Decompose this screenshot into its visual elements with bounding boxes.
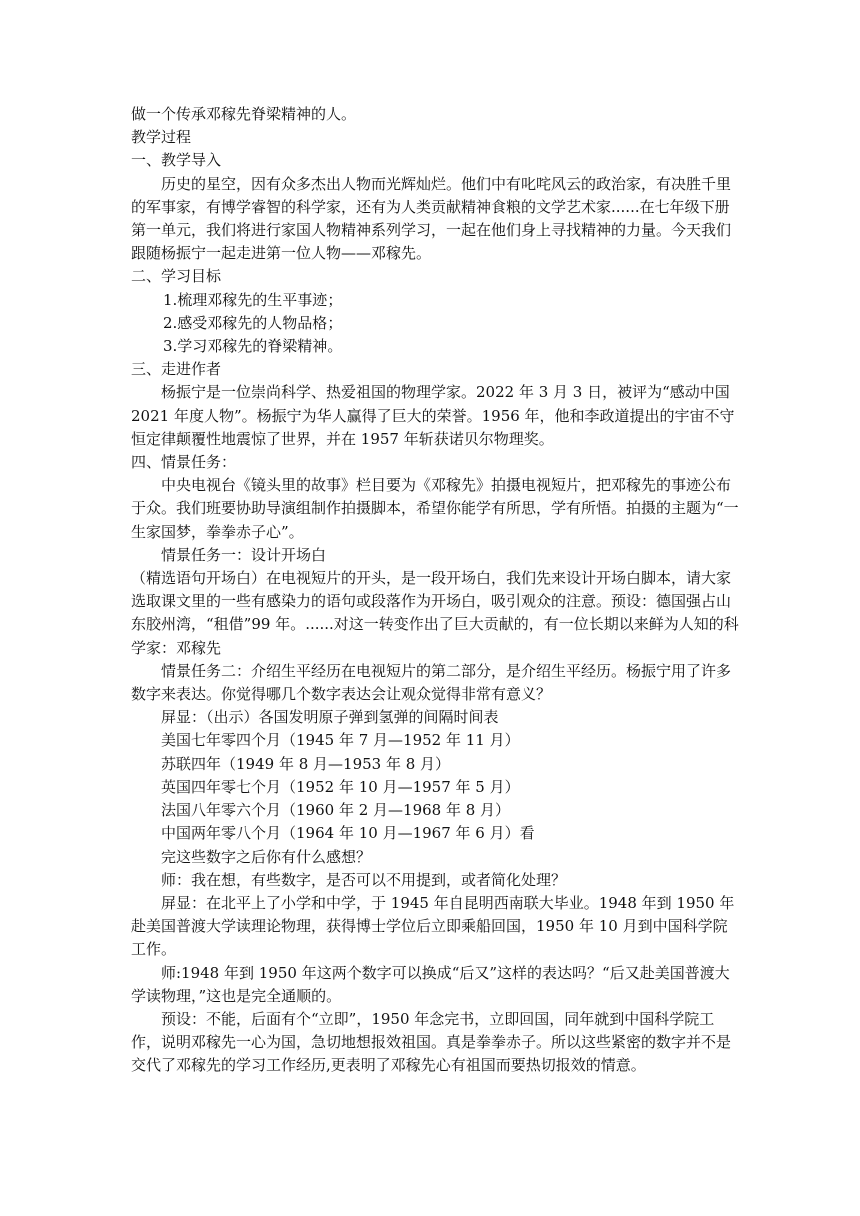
paragraph: 杨振宁是一位崇尚科学、热爱祖国的物理学家。2022 年 3 月 3 日，被评为“感动中国 2021 年度人物”。杨振宁为华人赢得了巨大的荣誉。1956 年，他和李政道提出的宇宙不守恒定律颠覆性地震惊了世界，并在 1957 年斩获诺贝尔物理奖。 [131, 383, 735, 448]
paragraph: 二、学习目标 [131, 267, 222, 286]
paragraph: 四、情景任务： [131, 453, 237, 472]
paragraph: 师:1948 年到 1950 年这两个数字可以换成“后又”这样的表达吗？“后又赴美国普渡大学读物理，”这也是完全通顺的。 [131, 963, 730, 1005]
paragraph: 苏联四年（1949 年 8 月—1953 年 8 月） [161, 754, 451, 773]
paragraph: 2.感受邓稼先的人物品格； [163, 313, 343, 332]
document-body [131, 103, 741, 1078]
paragraph: 3.学习邓稼先的脊梁精神。 [163, 337, 343, 356]
paragraph: 做一个传承邓稼先脊梁精神的人。 [131, 105, 357, 123]
paragraph: 中国两年零八个月（1964 年 10 月—1967 年 6 月）看 [161, 824, 535, 843]
paragraph: （精选语句开场白）在电视短片的开头，是一段开场白，我们先来设计开场白脚本，请大家选取课文里的一些有感染力的语句或段落作为开场白，吸引观众的注意。预设：德国强占山东胶州湾，“租借”99 年。......对这一转变作出了巨大贡献的，有一位长期以来鲜为人知的科学家：邓稼先 [131, 569, 739, 657]
paragraph: 教学过程 [131, 128, 192, 147]
paragraph: 英国四年零七个月（1952 年 10 月—1957 年 5 月） [161, 777, 520, 796]
paragraph: 情景任务二：介绍生平经历在电视短片的第二部分，是介绍生平经历。杨振宁用了许多数字来表达。你觉得哪几个数字表达会让观众觉得非常有意义？ [131, 661, 732, 704]
paragraph: 历史的星空，因有众多杰出人物而光辉灿烂。他们中有叱咤风云的政治家，有决胜千里的军事家，有博学睿智的科学家，还有为人类贡献精神食粮的文学艺术家......在七年级下册第一单元，我们将进行家国人物精神系列学习，一起在他们身上寻找精神的力量。今天我们跟随杨振宁一起走进第一位人物——邓稼先。 [131, 174, 732, 263]
paragraph: 三、走进作者 [131, 360, 222, 379]
paragraph: 师：我在想，有些数字，是否可以不用提到，或者简化处理？ [161, 870, 567, 889]
paragraph: 屏显：在北平上了小学和中学，于 1945 年自昆明西南联大毕业。1948 年到 1950 年赴美国普渡大学读理论物理，获得博士学位后立即乘船回国，1950 年 10 月到中国科学院工作。 [131, 893, 735, 959]
paragraph: 预设：不能，后面有个“立即”，1950 年念完书，立即回国，同年就到中国科学院工作，说明邓稼先一心为国，急切地想报效祖国。真是拳拳赤子。所以这些紧密的数字并不是交代了邓稼先的学习工作经历,更表明了邓稼先心有祖国而要热切报效的情意。 [131, 1009, 732, 1075]
paragraph: 完这些数字之后你有什么感想？ [161, 847, 372, 866]
paragraph: 情景任务一：设计开场白 [161, 545, 327, 564]
paragraph: 屏显：（出示）各国发明原子弹到氢弹的间隔时间表 [161, 708, 499, 727]
paragraph: 法国八年零六个月（1960 年 2 月—1968 年 8 月） [161, 801, 511, 820]
paragraph: 一、教学导入 [131, 151, 222, 170]
paragraph: 中央电视台《镜头里的故事》栏目要为《邓稼先》拍摄电视短片，把邓稼先的事迹公布于众。我们班要协助导演组制作拍摄脚本，希望你能学有所思，学有所悟。拍摄的主题为“一生家国梦，拳拳赤子心”。 [131, 476, 739, 541]
paragraph: 美国七年零四个月（1945 年 7 月—1952 年 11 月） [161, 731, 520, 750]
paragraph: 1.梳理邓稼先的生平事迹； [163, 290, 343, 309]
